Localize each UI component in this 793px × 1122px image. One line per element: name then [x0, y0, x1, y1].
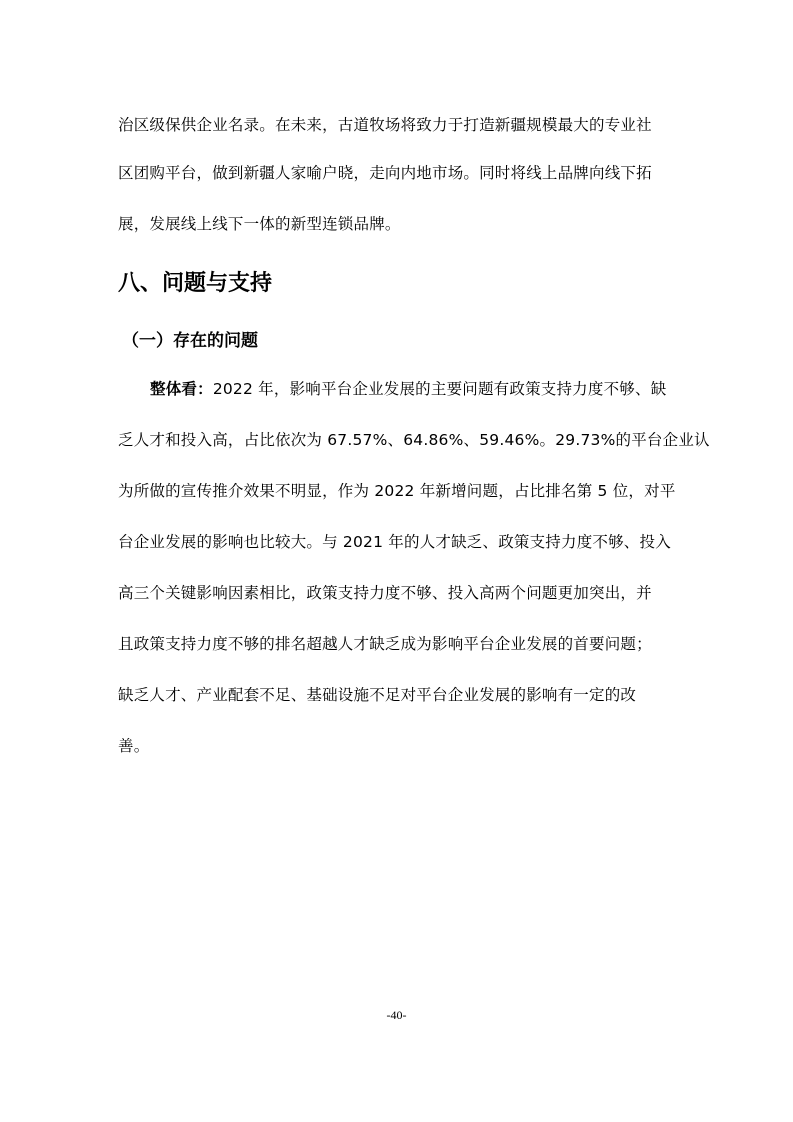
page-number: -40- [386, 1008, 407, 1022]
paragraph-line: 且政策支持力度不够的排名超越人才缺乏成为影响平台企业发展的首要问题； [118, 635, 652, 653]
paragraph-line: 缺乏人才、产业配套不足、基础设施不足对平台企业发展的影响有一定的改 [118, 686, 637, 704]
paragraph-line: 台企业发展的影响也比较大。与 2021 年的人才缺乏、政策支持力度不够、投入 [118, 533, 671, 551]
paragraph-first-line [150, 379, 710, 399]
intro-line: 区团购平台，做到新疆人家喻户晓，走向内地市场。同时将线上品牌向线下拓 [118, 164, 652, 182]
subsection-heading: （一）存在的问题 [122, 331, 258, 351]
intro-line: 展，发展线上线下一体的新型连锁品牌。 [118, 215, 401, 233]
paragraph-line: 善。 [118, 737, 150, 755]
paragraph-line: 高三个关键影响因素相比，政策支持力度不够、投入高两个问题更加突出，并 [118, 584, 652, 602]
paragraph-lead: 整体看： [150, 380, 213, 398]
section-heading: 八、问题与支持 [118, 271, 273, 296]
paragraph-line: 为所做的宣传推介效果不明显，作为 2022 年新增问题，占比排名第 5 位，对平 [118, 482, 676, 500]
paragraph-line: 乏人才和投入高，占比依次为 67.57%、64.86%、59.46%。29.73%的平台企业认 [118, 431, 710, 449]
paragraph-line-text: 2022 年，影响平台企业发展的主要问题有政策支持力度不够、缺 [212, 380, 667, 398]
intro-line: 治区级保供企业名录。在未来，古道牧场将致力于打造新疆规模最大的专业社 [118, 116, 652, 134]
